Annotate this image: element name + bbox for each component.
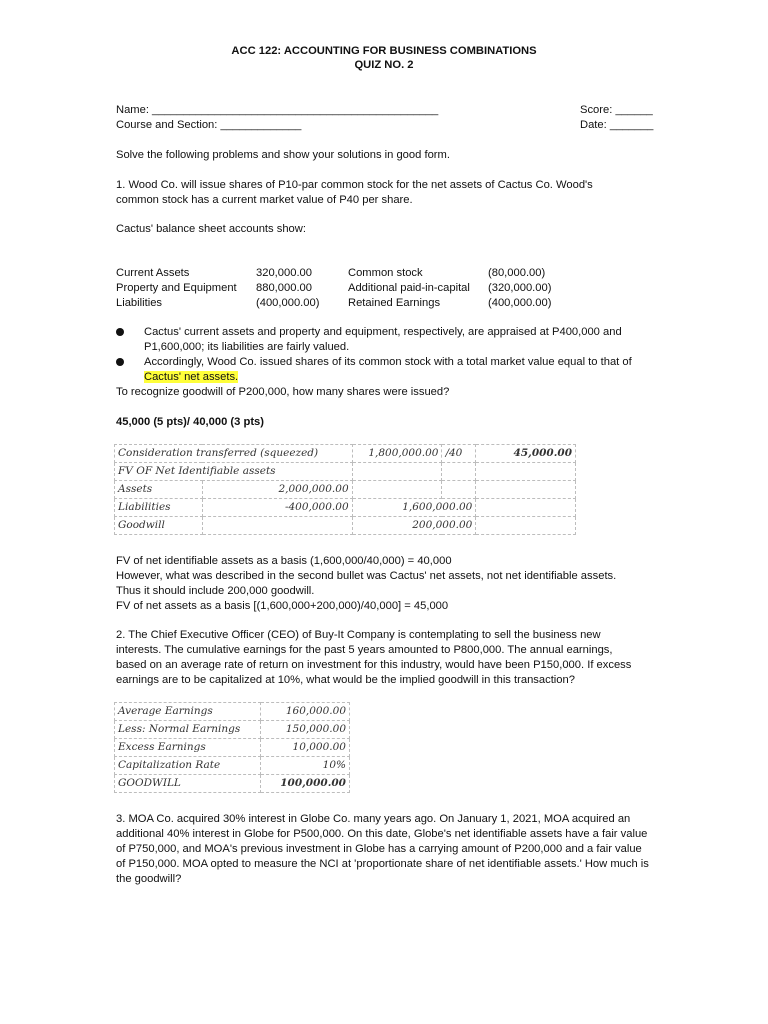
account-amount: 320,000.00 <box>256 267 312 279</box>
problem-1-solution-table <box>114 444 576 535</box>
course-section-field: Course and Section: _____________ <box>116 119 302 131</box>
score-field: Score: ______ <box>580 104 653 116</box>
bullet-icon <box>116 358 124 366</box>
balance-row <box>116 266 551 281</box>
name-field: Name: ______________________________________________ <box>116 104 439 116</box>
problem-2-text: 2. The Chief Executive Officer (CEO) of Buy-It Company is contemplating to sell the business new interests. The cumulative earnings for the past 5 years amounted to P800,000. The annual earnings, based on an average rate of return on investment for this industry, would have been P150,000. If excess earnings are to be capitalized at 10%, what would be the implied goodwill in this transaction? <box>116 629 632 686</box>
account-name: Common stock <box>348 267 423 279</box>
table-row <box>115 517 576 535</box>
row-label: Goodwill <box>115 517 203 535</box>
row-amount: -400,000.00 <box>202 499 352 517</box>
table-row <box>115 481 576 499</box>
problem-1-text: 1. Wood Co. will issue shares of P10-par common stock for the net assets of Cactus Co. Wood's common stock has a current market value of P40 per share. <box>116 179 593 206</box>
account-amount: (400,000.00) <box>488 297 552 309</box>
bullet-2-main: Accordingly, Wood Co. issued shares of its common stock with a total market value equal to that of <box>144 356 632 368</box>
account-name: Retained Earnings <box>348 297 441 309</box>
bullet-icon <box>116 328 124 336</box>
row-label: Liabilities <box>115 499 203 517</box>
problem-3-text: 3. MOA Co. acquired 30% interest in Globe Co. many years ago. On January 1, 2021, MOA acquired an additional 40% interest in Globe for P500,000. On this date, Globe's net identifiable assets have a fair value of P750,000, and MOA's previous investment in Globe has a carrying amount of P200,000 and a fair value of P150,000. MOA opted to measure the NCI at 'proportionate share of net identifiable assets.' How much is the goodwill? <box>116 813 649 885</box>
account-amount: (80,000.00) <box>488 267 546 279</box>
explanation-line: However, what was described in the second bullet was Cactus' net assets, not net identifiable assets. <box>116 570 617 582</box>
row-divisor: /40 <box>442 445 476 463</box>
row-label: FV OF Net Identifiable assets <box>115 463 353 481</box>
balance-row <box>116 296 551 311</box>
row-label: Consideration transferred (squeezed) <box>115 445 353 463</box>
table-row <box>115 703 350 721</box>
instructions: Solve the following problems and show your solutions in good form. <box>116 149 450 161</box>
row-value: 100,000.00 <box>260 775 350 793</box>
table-row <box>115 445 576 463</box>
account-name: Property and Equipment <box>116 282 237 294</box>
row-label: GOODWILL <box>115 775 261 793</box>
account-amount: 880,000.00 <box>256 282 312 294</box>
balance-sheet-intro: Cactus' balance sheet accounts show: <box>116 223 306 235</box>
balance-row <box>116 281 551 296</box>
account-name: Additional paid-in-capital <box>348 282 470 294</box>
row-net: 1,600,000.00 <box>352 499 476 517</box>
table-row <box>115 739 350 757</box>
row-amount: 2,000,000.00 <box>202 481 352 499</box>
balance-sheet-table <box>116 266 551 311</box>
explanation-line: FV of net identifiable assets as a basis (1,600,000/40,000) = 40,000 <box>116 555 452 567</box>
row-net: 200,000.00 <box>352 517 476 535</box>
row-value: 150,000.00 <box>260 721 350 739</box>
highlighted-text: Cactus' net assets. <box>144 371 239 383</box>
problem-1-answer: 45,000 (5 pts)/ 40,000 (3 pts) <box>116 416 264 428</box>
table-row <box>115 463 576 481</box>
problem-1-question: To recognize goodwill of P200,000, how many shares were issued? <box>116 386 450 398</box>
account-name: Current Assets <box>116 267 190 279</box>
row-value: 10,000.00 <box>260 739 350 757</box>
row-label: Less: Normal Earnings <box>115 721 261 739</box>
row-value: 160,000.00 <box>260 703 350 721</box>
row-label: Excess Earnings <box>115 739 261 757</box>
table-row <box>115 499 576 517</box>
account-amount: (320,000.00) <box>488 282 552 294</box>
table-row <box>115 721 350 739</box>
bullet-2-text <box>144 355 654 385</box>
page-subtitle: QUIZ NO. 2 <box>354 59 414 71</box>
account-name: Liabilities <box>116 297 163 309</box>
account-amount: (400,000.00) <box>256 297 320 309</box>
row-result: 45,000.00 <box>476 445 576 463</box>
row-label: Average Earnings <box>115 703 261 721</box>
explanation-line: Thus it should include 200,000 goodwill. <box>116 585 315 597</box>
row-label: Assets <box>115 481 203 499</box>
page-title: ACC 122: ACCOUNTING FOR BUSINESS COMBINATIONS <box>231 45 537 57</box>
row-label: Capitalization Rate <box>115 757 261 775</box>
row-amount: 1,800,000.00 <box>352 445 442 463</box>
bullet-1-text: Cactus' current assets and property and equipment, respectively, are appraised at P400,000 and P1,600,000; its liabilities are fairly valued. <box>144 326 622 353</box>
table-row <box>115 775 350 793</box>
date-field: Date: _______ <box>580 119 654 131</box>
problem-2-solution-table <box>114 702 350 793</box>
row-value: 10% <box>260 757 350 775</box>
table-row <box>115 757 350 775</box>
explanation-line: FV of net assets as a basis [(1,600,000+200,000)/40,000] = 45,000 <box>116 600 449 612</box>
